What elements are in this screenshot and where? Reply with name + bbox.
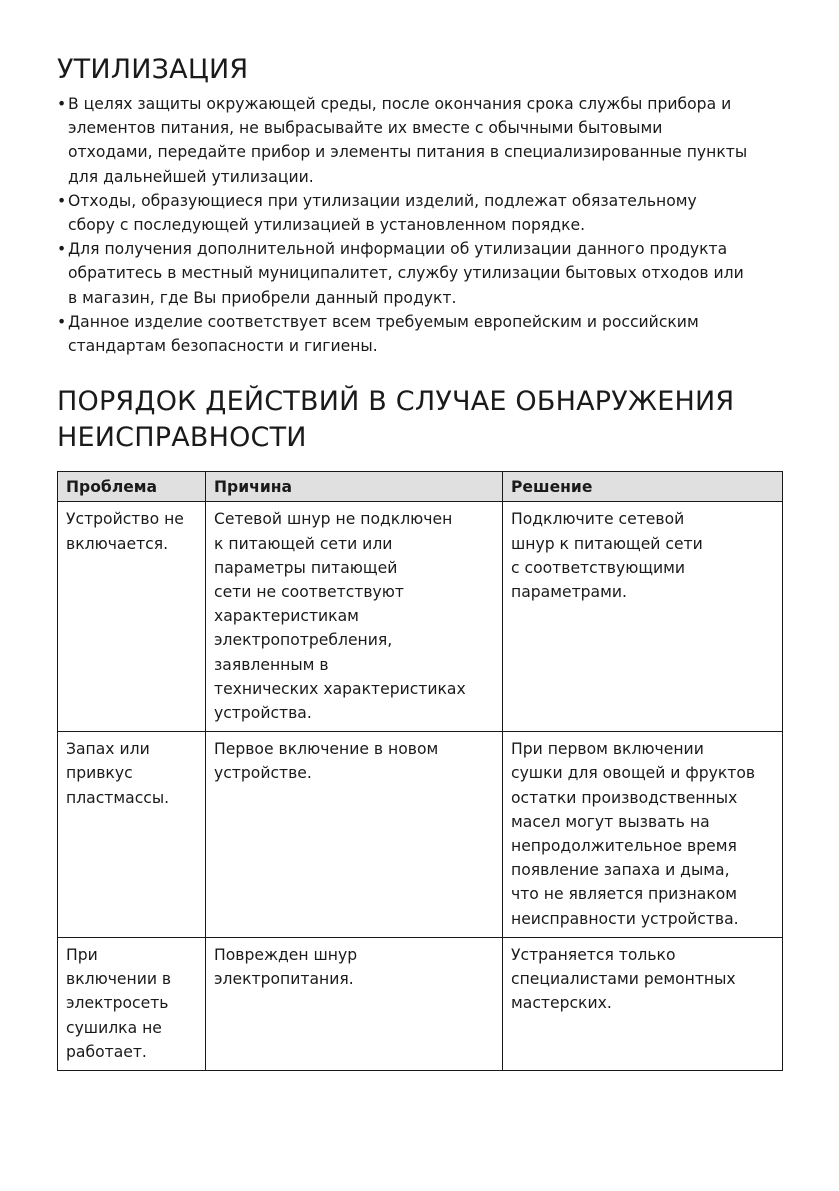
- disposal-bullet-3: [57, 237, 783, 310]
- text-line: • В целях защиты окружающей среды, после окончания срока службы прибора и: [68, 95, 732, 113]
- manual-page: [57, 52, 783, 1071]
- cell-solution: [503, 937, 783, 1070]
- disposal-bullet-2: [57, 189, 783, 237]
- text-line: • Отходы, образующиеся при утилизации изделий, подлежат обязательному: [68, 191, 697, 210]
- text-line: для дальнейшей утилизации.: [68, 167, 314, 186]
- cell-line: включается.: [66, 534, 169, 553]
- title-line: НЕИСПРАВНОСТИ: [57, 422, 307, 454]
- cell-line: Первое включение в новом: [214, 740, 439, 759]
- text-line: обратитесь в местный муниципалитет, службу утилизации бытовых отходов или: [68, 264, 744, 283]
- text-line: сбору с последующей утилизацией в установленном порядке.: [68, 216, 586, 235]
- table-header-row: [58, 472, 783, 502]
- cell-line: технических характеристиках: [214, 679, 466, 698]
- cell-line: появление запаха и дыма,: [511, 861, 730, 880]
- cell-problem: [58, 502, 206, 732]
- cell-line: неисправности устройства.: [511, 909, 739, 928]
- disposal-bullet-1: [57, 92, 783, 189]
- cell-line: электросеть: [66, 994, 169, 1013]
- cell-line: шнур к питающей сети: [511, 534, 703, 553]
- cell-line: параметрами.: [511, 583, 627, 602]
- text-line: элементов питания, не выбрасывайте их вместе с обычными бытовыми: [68, 119, 663, 138]
- cell-line: сушки для овощей и фруктов: [511, 764, 756, 783]
- cell-line: мастерских.: [511, 994, 612, 1013]
- disposal-title: УТИЛИЗАЦИЯ: [57, 54, 249, 85]
- cell-line: устройства.: [214, 704, 312, 723]
- header-solution: Решение: [503, 472, 783, 502]
- cell-line: сети не соответствуют: [214, 583, 404, 602]
- cell-problem: [58, 937, 206, 1070]
- header-cause: Причина: [206, 472, 503, 502]
- text-line: • Для получения дополнительной информации об утилизации данного продукта: [68, 240, 728, 259]
- cell-line: с соответствующими: [511, 558, 686, 577]
- cell-solution: [503, 732, 783, 938]
- table-row: [58, 937, 783, 1070]
- cell-line: Устройство не: [66, 510, 184, 529]
- cell-line: к питающей сети или: [214, 534, 393, 553]
- troubleshooting-table: [57, 471, 783, 1071]
- cell-line: остатки производственных: [511, 788, 738, 807]
- cell-cause: [206, 937, 503, 1070]
- cell-line: что не является признаком: [511, 885, 738, 904]
- cell-line: масел могут вызвать на: [511, 812, 710, 831]
- cell-line: Поврежден шнур: [214, 945, 358, 964]
- cell-line: параметры питающей: [214, 558, 398, 577]
- disposal-bullet-4: [57, 310, 783, 358]
- cell-line: пластмассы.: [66, 788, 170, 807]
- cell-line: привкус: [66, 764, 133, 783]
- cell-line: сушилка не: [66, 1018, 162, 1037]
- cell-line: характеристикам: [214, 607, 359, 626]
- cell-line: При первом включении: [511, 740, 704, 759]
- cell-line: работает.: [66, 1042, 147, 1061]
- header-problem: Проблема: [58, 472, 206, 502]
- cell-line: Подключите сетевой: [511, 510, 685, 529]
- cell-line: заявленным в: [214, 655, 329, 674]
- cell-line: включении в: [66, 970, 172, 989]
- text-line: стандартам безопасности и гигиены.: [68, 337, 378, 356]
- cell-problem: [58, 732, 206, 938]
- cell-line: Сетевой шнур не подключен: [214, 510, 453, 529]
- text-line: отходами, передайте прибор и элементы питания в специализированные пункты: [68, 143, 748, 162]
- table-row: [58, 502, 783, 732]
- cell-line: электропитания.: [214, 970, 354, 989]
- cell-line: электропотребления,: [214, 631, 393, 650]
- cell-line: Запах или: [66, 740, 150, 759]
- cell-solution: [503, 502, 783, 732]
- table-row: [58, 732, 783, 938]
- cell-line: непродолжительное время: [511, 837, 737, 856]
- cell-line: специалистами ремонтных: [511, 970, 736, 989]
- cell-line: При: [66, 945, 98, 964]
- cell-line: Устраняется только: [511, 945, 676, 964]
- cell-cause: [206, 732, 503, 938]
- title-line: ПОРЯДОК ДЕЙСТВИЙ В СЛУЧАЕ ОБНАРУЖЕНИЯ: [57, 386, 735, 418]
- cell-cause: [206, 502, 503, 732]
- text-line: • Данное изделие соответствует всем требуемым европейским и российским: [68, 312, 699, 331]
- disposal-list: [57, 92, 783, 358]
- cell-line: устройстве.: [214, 764, 312, 783]
- text-line: в магазин, где Вы приобрели данный продукт.: [68, 288, 457, 307]
- troubleshooting-title: [57, 384, 783, 456]
